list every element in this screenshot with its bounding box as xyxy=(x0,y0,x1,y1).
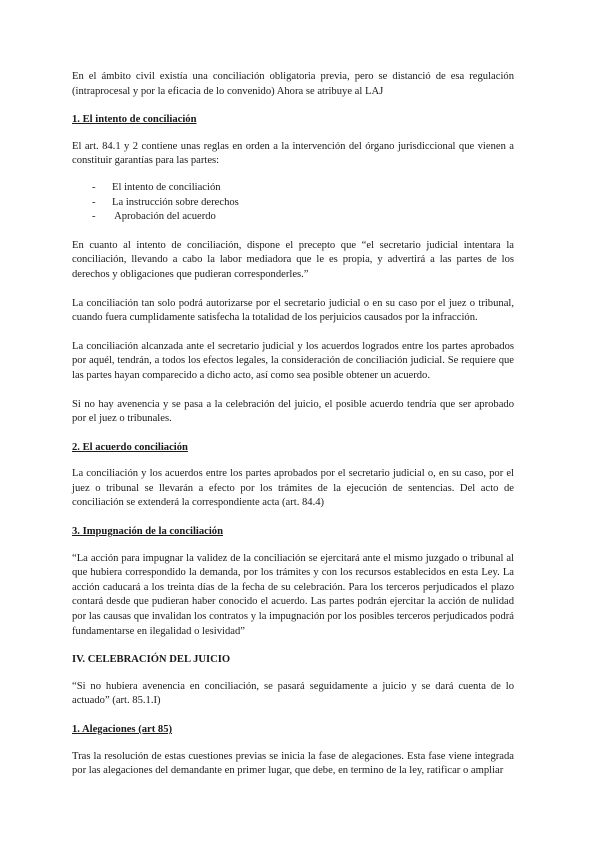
list-item xyxy=(92,181,514,196)
section-heading-impugnacion: 3. Impugnación de la conciliación xyxy=(72,526,223,538)
quote-paragraph: “La acción para impugnar la validez de la conciliación se ejercitará ante el mismo juzgado o tribunal al que hubiera correspondido la demanda, por los trámites y con los recursos establecidos en esta Ley. La acción caducará a los treinta días de la fecha de su celebración. Para los terceros perjudicados el plazo contará desde que pudieran haber conocido el acuerdo. Las partes podrán ejercitar la acción de nulidad por las causas que invalidan los contratos y la impugnación por los posibles terceros perjudicados podrá fundamentarse en ilegalidad o lesividad” xyxy=(72,552,514,637)
section-heading-alegaciones: 1. Alegaciones (art 85) xyxy=(72,724,173,735)
list-item xyxy=(92,196,514,211)
list-dash: - xyxy=(92,181,96,193)
quote-paragraph: “Si no hubiera avenencia en conciliación, se pasará seguidamente a juicio y se dará cuenta de lo actuado” (art. 85.1.I) xyxy=(72,680,514,707)
paragraph: La conciliación alcanzada ante el secretario judicial y los acuerdos logrados entre los partes aprobados por aquél, tendrán, a todos los efectos legales, la consideración de conciliación judicial. Se requiere que las partes hayan comparecido a dicho acto, así como sea posible obtener un acuerdo. xyxy=(72,340,514,381)
list-dash: - xyxy=(92,196,96,208)
paragraph: La conciliación y los acuerdos entre los partes aprobados por el secretario judicial o, en su caso, por el juez o tribunal se llevarán a efecto por los trámites de la ejecución de sentencias. Del acto de conciliación se extenderá la correspondiente acta (art. 84.4) xyxy=(72,468,514,509)
intro-paragraph: En el ámbito civil existía una conciliación obligatoria previa, pero se distanció de esa regulación (intraprocesal y por la eficacia de lo convenido) Ahora se atribuye al LAJ xyxy=(72,71,514,97)
section-heading-intento-conciliacion: 1. El intento de conciliación xyxy=(72,114,197,126)
garantias-list xyxy=(72,181,514,225)
list-item-text: La instrucción sobre derechos xyxy=(112,196,239,208)
list-item-text: Aprobación del acuerdo xyxy=(112,211,216,223)
list-item xyxy=(92,210,514,225)
paragraph: Tras la resolución de estas cuestiones previas se inicia la fase de alegaciones. Esta fase viene integrada por las alegaciones del demandante en primer lugar, que debe, en termino de la ley, ratificar o ampliar xyxy=(72,750,514,777)
paragraph: Si no hay avenencia y se pasa a la celebración del juicio, el posible acuerdo tendría que ser aprobado por el juez o tribunales. xyxy=(72,398,514,425)
paragraph: La conciliación tan solo podrá autorizarse por el secretario judicial o en su caso por el juez o tribunal, cuando fuera cumplidamente satisfecha la totalidad de los perjuicios causados por la infracción. xyxy=(72,297,514,324)
paragraph: El art. 84.1 y 2 contiene unas reglas en orden a la intervención del órgano jurisdiccional que vienen a constituir garantías para las partes: xyxy=(72,140,514,167)
list-dash: - xyxy=(92,211,96,223)
paragraph: En cuanto al intento de conciliación, dispone el precepto que “el secretario judicial intentara la conciliación, llevando a cabo la labor mediadora que le es propia, y advertirá a las partes de los derechos y obligaciones que pudieran corresponderles.” xyxy=(72,239,514,280)
list-item-text: El intento de conciliación xyxy=(112,181,221,193)
section-heading-acuerdo-conciliacion: 2. El acuerdo conciliación xyxy=(72,441,188,453)
section-heading-celebracion-juicio: IV. CELEBRACIÓN DEL JUICIO xyxy=(72,654,231,666)
